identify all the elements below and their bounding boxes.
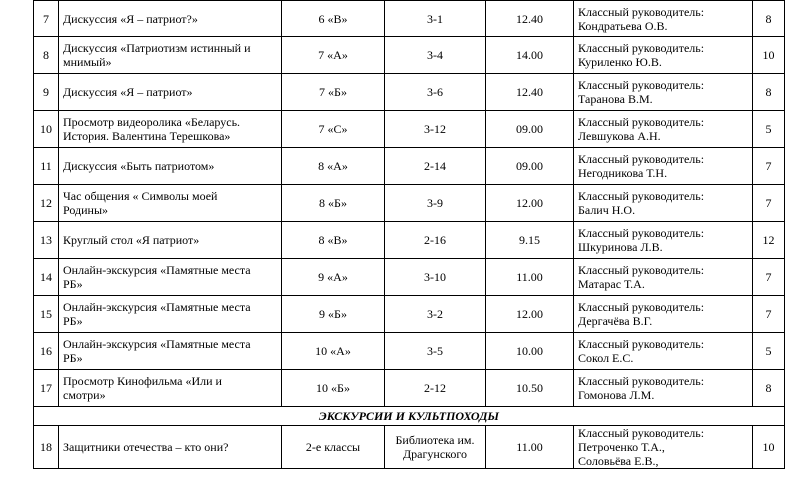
event-time: 12.00 [486, 296, 574, 333]
row-number: 16 [34, 333, 59, 370]
table-row [34, 296, 785, 333]
responsible-person [574, 74, 753, 111]
event-name [59, 185, 282, 222]
event-time: 14.00 [486, 37, 574, 74]
responsible-person [574, 1, 753, 37]
event-name-line: Дискуссия «Я – патриот» [63, 85, 193, 99]
row-number: 9 [34, 74, 59, 111]
room-location [385, 370, 486, 407]
responsible-person [574, 37, 753, 74]
event-name [59, 148, 282, 185]
row-number: 8 [34, 37, 59, 74]
responsible-person-line: Классный руководитель: [578, 152, 705, 166]
class-grade: 10 «Б» [282, 370, 385, 407]
event-name [59, 111, 282, 148]
event-name [59, 370, 282, 407]
responsible-person-line: Негодникова Т.Н. [578, 166, 668, 180]
row-number: 15 [34, 296, 59, 333]
event-name-line: РБ» [63, 314, 83, 328]
class-grade: 7 «Б» [282, 74, 385, 111]
event-name-line: РБ» [63, 351, 83, 365]
event-name-line: мнимый» [63, 55, 112, 69]
row-number: 13 [34, 222, 59, 259]
responsible-person-line: Классный руководитель: [578, 78, 705, 92]
participant-count: 7 [753, 259, 785, 296]
row-number: 18 [34, 426, 59, 469]
excursion-rows [34, 426, 785, 469]
participant-count: 10 [753, 426, 785, 469]
row-number: 11 [34, 148, 59, 185]
table-row [34, 370, 785, 407]
responsible-person-line: Классный руководитель: [578, 263, 705, 277]
participant-count: 5 [753, 333, 785, 370]
event-time: 09.00 [486, 111, 574, 148]
responsible-person-line: Классный руководитель: [578, 189, 705, 203]
responsible-person-line: Классный руководитель: [578, 374, 705, 388]
participant-count: 12 [753, 222, 785, 259]
room-location [385, 148, 486, 185]
class-grade: 9 «Б» [282, 296, 385, 333]
table-row [34, 37, 785, 74]
room-location [385, 296, 486, 333]
row-number: 17 [34, 370, 59, 407]
event-time: 12.40 [486, 74, 574, 111]
participant-count: 7 [753, 296, 785, 333]
responsible-person-line: Куриленко Ю.В. [578, 55, 662, 69]
event-time: 12.40 [486, 1, 574, 37]
event-time: 10.00 [486, 333, 574, 370]
event-time: 11.00 [486, 259, 574, 296]
participant-count: 8 [753, 370, 785, 407]
responsible-person [574, 111, 753, 148]
room-location [385, 1, 486, 37]
table-row [34, 148, 785, 185]
class-grade: 10 «А» [282, 333, 385, 370]
event-name [59, 296, 282, 333]
responsible-person-line: Сокол Е.С. [578, 351, 634, 365]
event-name-line: Дискуссия «Патриотизм истинный и [63, 41, 251, 55]
row-number: 12 [34, 185, 59, 222]
room-location-line: 2-12 [424, 381, 446, 395]
table-row [34, 1, 785, 37]
table-row [34, 185, 785, 222]
responsible-person-line: Классный руководитель: [578, 300, 705, 314]
responsible-person-line: Соловьёва Е.В., [578, 454, 659, 468]
event-name-line: Час общения « Символы моей [63, 189, 218, 203]
event-name-line: смотри» [63, 388, 106, 402]
event-time: 09.00 [486, 148, 574, 185]
responsible-person-line: Классный руководитель: [578, 226, 705, 240]
event-time: 12.00 [486, 185, 574, 222]
room-location [385, 111, 486, 148]
row-number: 7 [34, 1, 59, 37]
participant-count: 5 [753, 111, 785, 148]
room-location [385, 426, 486, 469]
participant-count: 7 [753, 185, 785, 222]
responsible-person [574, 426, 753, 469]
table-row [34, 259, 785, 296]
responsible-person [574, 296, 753, 333]
schedule-table [33, 0, 785, 469]
event-name-line: Онлайн-экскурсия «Памятные места [63, 337, 251, 351]
section-excursions [34, 407, 785, 426]
room-location-line: 3-2 [427, 307, 443, 321]
table-row [34, 426, 785, 469]
responsible-person-line: Классный руководитель: [578, 337, 705, 351]
room-location-line: 2-16 [424, 233, 446, 247]
responsible-person-line: Петроченко Т.А., [578, 440, 665, 454]
table-row [34, 333, 785, 370]
event-name [59, 37, 282, 74]
responsible-person-line: Левшукова А.Н. [578, 129, 661, 143]
class-grade: 8 «Б» [282, 185, 385, 222]
section-title: ЭКСКУРСИИ И КУЛЬТПОХОДЫ [34, 407, 785, 426]
room-location-line: 3-12 [424, 122, 446, 136]
class-grade: 8 «А» [282, 148, 385, 185]
responsible-person-line: Таранова В.М. [578, 92, 653, 106]
room-location [385, 74, 486, 111]
event-time: 9.15 [486, 222, 574, 259]
event-name [59, 222, 282, 259]
event-name-line: Защитники отечества – кто они? [63, 440, 229, 454]
responsible-person-line: Классный руководитель: [578, 41, 705, 55]
room-location [385, 259, 486, 296]
table-row [34, 74, 785, 111]
responsible-person-line: Дергачёва В.Г. [578, 314, 653, 328]
responsible-person [574, 259, 753, 296]
class-grade: 9 «А» [282, 259, 385, 296]
event-time: 11.00 [486, 426, 574, 469]
event-name-line: Дискуссия «Быть патриотом» [63, 159, 215, 173]
row-number: 14 [34, 259, 59, 296]
event-name-line: Родины» [63, 203, 109, 217]
room-location-line: 3-10 [424, 270, 446, 284]
responsible-person-line: Гомонова Л.М. [578, 388, 655, 402]
room-location-line: 2-14 [424, 159, 446, 173]
participant-count: 7 [753, 148, 785, 185]
class-grade: 2-е классы [282, 426, 385, 469]
room-location-line: 3-1 [427, 11, 443, 26]
event-name [59, 1, 282, 37]
event-name [59, 426, 282, 469]
participant-count: 10 [753, 37, 785, 74]
table-row [34, 111, 785, 148]
event-name-line: Онлайн-экскурсия «Памятные места [63, 300, 251, 314]
responsible-person [574, 222, 753, 259]
room-location-line: 3-4 [427, 48, 443, 62]
event-name-line: История. Валентина Терешкова» [63, 129, 231, 143]
participant-count: 8 [753, 1, 785, 37]
responsible-person-line: Классный руководитель: [578, 426, 705, 440]
event-time: 10.50 [486, 370, 574, 407]
responsible-person-line: Балич Н.О. [578, 203, 636, 217]
room-location-line: Библиотека им. [395, 433, 475, 447]
event-name-line: Просмотр видеоролика «Беларусь. [63, 115, 241, 129]
event-name [59, 259, 282, 296]
room-location [385, 222, 486, 259]
responsible-person-line: Шкуринова Л.В. [578, 240, 663, 254]
table-row [34, 222, 785, 259]
responsible-person-line: Классный руководитель: [578, 115, 705, 129]
responsible-person [574, 333, 753, 370]
responsible-person [574, 370, 753, 407]
responsible-person-line: Матарас Т.А. [578, 277, 645, 291]
event-name [59, 333, 282, 370]
participant-count: 8 [753, 74, 785, 111]
room-location [385, 185, 486, 222]
class-grade: 7 «А» [282, 37, 385, 74]
class-grade: 6 «В» [282, 1, 385, 37]
responsible-person-line: Классный руководитель: [578, 4, 705, 19]
room-location-line: 3-9 [427, 196, 443, 210]
event-name-line: Онлайн-экскурсия «Памятные места [63, 263, 251, 277]
event-rows [34, 1, 785, 407]
responsible-person [574, 148, 753, 185]
event-name [59, 74, 282, 111]
event-name-line: РБ» [63, 277, 83, 291]
event-name-line: Круглый стол «Я патриот» [63, 233, 200, 247]
room-location-line: 3-5 [427, 344, 443, 358]
class-grade: 8 «В» [282, 222, 385, 259]
class-grade: 7 «С» [282, 111, 385, 148]
room-location-line: 3-6 [427, 85, 443, 99]
room-location [385, 37, 486, 74]
responsible-person [574, 185, 753, 222]
room-location-line: Драгунского [402, 447, 468, 461]
event-name-line: Просмотр Кинофильма «Или и [63, 374, 222, 388]
room-location [385, 333, 486, 370]
responsible-person-line: Кондратьева О.В. [578, 18, 668, 33]
event-name-line: Дискуссия «Я – патриот?» [63, 11, 198, 26]
row-number: 10 [34, 111, 59, 148]
